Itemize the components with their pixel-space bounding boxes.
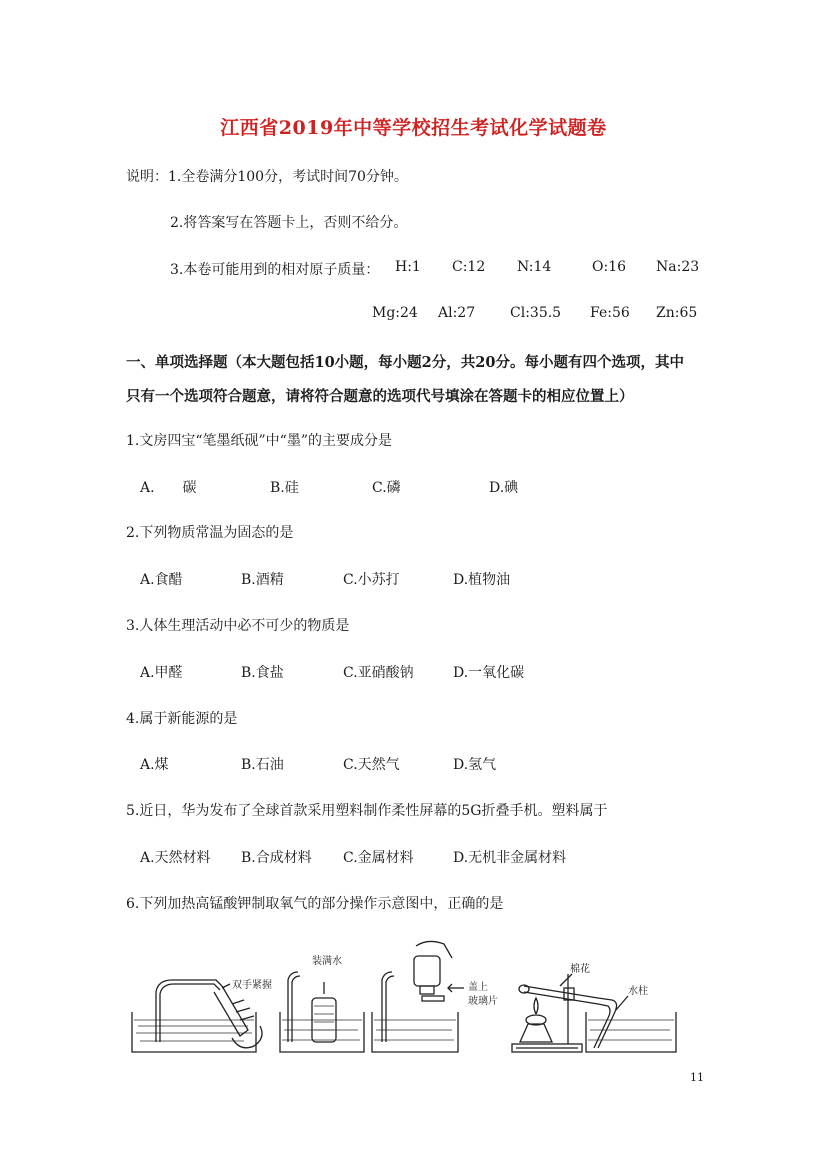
question-4-stem: 4.属于新能源的是	[126, 711, 238, 727]
section-heading-line-1: 一、单项选择题（本大题包括10小题，每小题2分，共20分。每小题有四个选项，其中	[126, 354, 684, 371]
mass-h: H:1	[395, 259, 421, 275]
question-3-option-a: A.甲醛	[140, 665, 183, 681]
mass-cl: Cl:35.5	[510, 305, 562, 321]
question-5-option-c: C.金属材料	[343, 850, 414, 866]
question-3-option-b: B.食盐	[241, 665, 284, 681]
mass-na: Na:23	[656, 259, 700, 275]
question-1-option-b: B.硅	[270, 480, 299, 496]
apparatus-d	[512, 962, 676, 1052]
instruction-line-2: 2.将答案写在答题卡上，否则不给分。	[170, 215, 408, 231]
label-d1-text: 棉花	[570, 964, 590, 975]
mass-fe: Fe:56	[590, 305, 630, 321]
question-6-stem: 6.下列加热高锰酸钾制取氧气的部分操作示意图中，正确的是	[126, 896, 504, 912]
mass-c: C:12	[452, 259, 486, 275]
mass-o: O:16	[592, 259, 627, 275]
question-4-option-d: D.氢气	[453, 757, 497, 773]
page-number: 11	[690, 1071, 704, 1084]
question-4-option-c: C.天然气	[343, 757, 400, 773]
instruction-line-3-label: 3.本卷可能用到的相对原子质量：	[170, 262, 380, 278]
question-5-option-d: D.无机非金属材料	[453, 850, 567, 866]
question-2-option-b: B.酒精	[241, 572, 284, 588]
question-5-stem: 5.近日，华为发布了全球首款采用塑料制作柔性屏幕的5G折叠手机。塑料属于	[126, 803, 608, 819]
mass-al: Al:27	[438, 305, 476, 321]
label-c-line2: 玻璃片	[468, 996, 498, 1007]
question-2-option-c: C.小苏打	[343, 572, 400, 588]
mass-mg: Mg:24	[372, 305, 418, 321]
section-heading-line-2: 只有一个选项符合题意，请将符合题意的选项代号填涂在答题卡的相应位置上）	[126, 388, 634, 405]
question-1-option-a: A. 碳	[140, 480, 197, 496]
mass-zn: Zn:65	[656, 305, 698, 321]
question-3-stem: 3.人体生理活动中必不可少的物质是	[126, 618, 350, 634]
question-1-stem: 1.文房四宝“笔墨纸砚”中“墨”的主要成分是	[126, 433, 392, 449]
instruction-line-1: 说明：1.全卷满分100分，考试时间70分钟。	[126, 169, 408, 185]
question-3-option-d: D.一氧化碳	[453, 665, 525, 681]
question-4-option-a: A.煤	[140, 757, 169, 773]
question-2-stem: 2.下列物质常温为固态的是	[126, 525, 294, 541]
apparatus-figure	[128, 938, 708, 1060]
question-2-option-d: D.植物油	[453, 572, 511, 588]
page-title: 江西省2019年中等学校招生考试化学试题卷	[220, 117, 607, 139]
question-5-option-b: B.合成材料	[241, 850, 312, 866]
label-b-text: 装满水	[312, 956, 342, 967]
apparatus-c	[372, 941, 498, 1052]
question-2-option-a: A.食醋	[140, 572, 183, 588]
apparatus-a	[132, 978, 272, 1052]
mass-n: N:14	[517, 259, 552, 275]
question-3-option-c: C.亚硝酸钠	[343, 665, 414, 681]
label-a-text: 双手紧握	[232, 980, 272, 991]
question-1-option-d: D.碘	[489, 480, 519, 496]
apparatus-b	[280, 954, 364, 1052]
question-1-option-c: C.磷	[372, 480, 401, 496]
label-c-line1: 盖上	[468, 982, 488, 993]
question-5-option-a: A.天然材料	[140, 850, 211, 866]
question-4-option-b: B.石油	[241, 757, 284, 773]
label-d2-text: 水柱	[628, 986, 648, 997]
